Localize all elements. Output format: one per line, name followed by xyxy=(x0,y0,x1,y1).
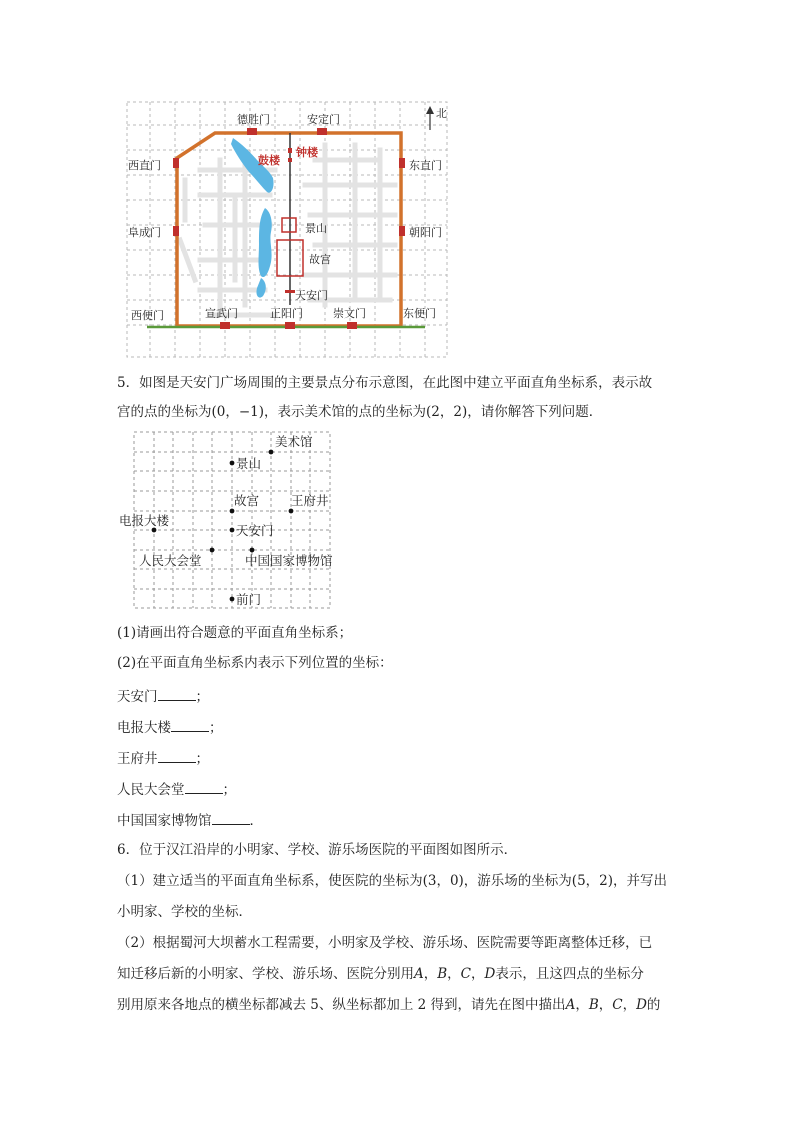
point-gugong xyxy=(230,509,235,514)
gate-deshengmen xyxy=(247,128,257,135)
gate-xizhimen xyxy=(173,158,179,168)
answer-label: 人民大会堂 xyxy=(117,782,185,798)
north-label: 北 xyxy=(436,107,447,120)
q5-line1: 5．如图是天安门广场周围的主要景点分布示意图，在此图中建立平面直角坐标系，表示故 xyxy=(117,375,653,391)
answer-end: ； xyxy=(195,751,209,767)
label-renmin: 人民大会堂 xyxy=(139,553,202,568)
answer-end: ； xyxy=(222,782,236,798)
separator: ， xyxy=(575,997,589,1013)
label-xibianmen: 西便门 xyxy=(131,309,164,322)
answer-label: 中国国家博物馆 xyxy=(117,813,212,829)
point-jingshan xyxy=(230,461,235,466)
label-wangfujing: 王府井 xyxy=(291,493,329,508)
label-tiananmen: 天安门 xyxy=(295,289,328,302)
label-bowuguan: 中国国家博物馆 xyxy=(245,553,333,568)
point-renmin xyxy=(210,548,215,553)
label-qianmen: 前门 xyxy=(236,592,262,607)
north-arrow-icon xyxy=(426,106,434,130)
point-meishuguan xyxy=(269,450,274,455)
point-tiananmen xyxy=(230,528,235,533)
point-qianmen xyxy=(230,597,235,602)
label-gulou: 鼓楼 xyxy=(258,154,280,167)
answer-blank[interactable] xyxy=(158,750,196,763)
label-tiananmen-plot: 天安门 xyxy=(236,523,274,538)
label-dongzhimen: 东直门 xyxy=(409,159,442,172)
point-dianbao xyxy=(152,528,157,533)
separator: ， xyxy=(598,997,613,1013)
beijing-map xyxy=(125,100,450,360)
q6-line6 xyxy=(117,999,660,1013)
point-wangfujing xyxy=(289,509,294,514)
label-gugong-plot: 故宫 xyxy=(234,493,260,508)
var-B: B xyxy=(437,966,448,982)
answer-row-tiananmen xyxy=(117,688,209,705)
label-meishuguan: 美术馆 xyxy=(275,434,313,449)
q5-grid-figure xyxy=(115,428,365,612)
zhonglou-mark xyxy=(288,148,292,153)
separator: ， xyxy=(622,997,637,1013)
q6-line2: （1）建立适当的平面直角坐标系，使医院的坐标为(3，0)，游乐场的坐标为(5，2)，并写出 xyxy=(117,873,668,889)
label-dianbao: 电报大楼 xyxy=(119,513,170,528)
separator: ， xyxy=(423,966,438,982)
gate-xuanwumen xyxy=(220,322,230,329)
var-C: C xyxy=(612,997,623,1013)
label-andingmen: 安定门 xyxy=(307,113,340,126)
label-deshengmen: 德胜门 xyxy=(237,113,270,126)
answer-blank[interactable] xyxy=(171,719,209,732)
var-D: D xyxy=(484,966,496,982)
gate-andingmen xyxy=(317,128,327,135)
answer-row-renmin xyxy=(117,781,236,798)
label-fuchengmen: 阜成门 xyxy=(128,226,161,239)
gate-fuchengmen xyxy=(173,226,179,236)
label-xuanwumen: 宣武门 xyxy=(205,307,238,320)
gate-chongwenmen xyxy=(347,322,357,329)
var-C: C xyxy=(460,966,472,982)
answer-label: 王府井 xyxy=(117,751,158,767)
answer-blank[interactable] xyxy=(158,688,196,701)
answer-end: ． xyxy=(249,813,263,829)
label-zhonglou: 钟楼 xyxy=(296,146,318,159)
answer-end: ； xyxy=(209,720,223,736)
q6-line6-end: 的 xyxy=(646,997,661,1013)
point-bowuguan xyxy=(250,548,255,553)
q5-sub2: (2)在平面直角坐标系内表示下列位置的坐标： xyxy=(117,655,393,671)
label-gugong: 故宫 xyxy=(309,253,331,266)
answer-label: 天安门 xyxy=(117,689,158,705)
answer-label: 电报大楼 xyxy=(117,720,171,736)
label-chaoyangmen: 朝阳门 xyxy=(409,226,442,239)
gate-dongzhimen xyxy=(399,158,405,168)
answer-row-dianbao xyxy=(117,719,223,736)
answer-blank[interactable] xyxy=(212,812,250,825)
q6-line5-end: 表示，且这四点的坐标分 xyxy=(495,966,644,982)
label-xizhimen: 西直门 xyxy=(128,159,161,172)
label-jingshan-plot: 景山 xyxy=(236,456,262,471)
separator: ， xyxy=(447,966,461,982)
label-chongwenmen: 崇文门 xyxy=(333,307,366,320)
q5-line2: 宫的点的坐标为(0，−1)，表示美术馆的点的坐标为(2，2)，请你解答下列问题． xyxy=(117,404,603,420)
answer-row-wangfujing xyxy=(117,750,209,767)
label-zhengyangmen: 正阳门 xyxy=(270,307,303,320)
var-A: A xyxy=(565,997,576,1013)
street-network xyxy=(180,145,395,315)
q6-line6-start: 别用原来各地点的横坐标都减去 5、纵坐标都加上 2 得到，请先在图中描出 xyxy=(117,997,566,1013)
answer-blank[interactable] xyxy=(185,781,223,794)
q6-line5 xyxy=(117,968,644,982)
q5-sub1: (1)请画出符合题意的平面直角坐标系； xyxy=(117,625,353,641)
answer-end: ； xyxy=(195,689,209,705)
q6-line5-start: 知迁移后新的小明家、学校、游乐场、医院分别用 xyxy=(117,966,414,982)
q6-line4: （2）根据蜀河大坝蓄水工程需要，小明家及学校、游乐场、医院需要等距离整体迁移，已 xyxy=(117,935,653,951)
gate-zhengyangmen xyxy=(285,322,295,329)
label-jingshan: 景山 xyxy=(305,222,327,235)
gate-chaoyangmen xyxy=(399,226,405,236)
label-dongbianmen: 东便门 xyxy=(403,307,436,320)
var-D: D xyxy=(636,997,647,1013)
q6-line3: 小明家、学校的坐标． xyxy=(117,904,252,920)
var-B: B xyxy=(588,997,599,1013)
zhonglou-mark-2 xyxy=(288,158,292,162)
answer-row-bowuguan xyxy=(117,812,263,829)
tiananmen-mark xyxy=(285,290,295,293)
separator: ， xyxy=(471,966,485,982)
var-A: A xyxy=(414,966,424,982)
q6-line1: 6．位于汉江沿岸的小明家、学校、游乐场医院的平面图如图所示． xyxy=(117,842,518,858)
